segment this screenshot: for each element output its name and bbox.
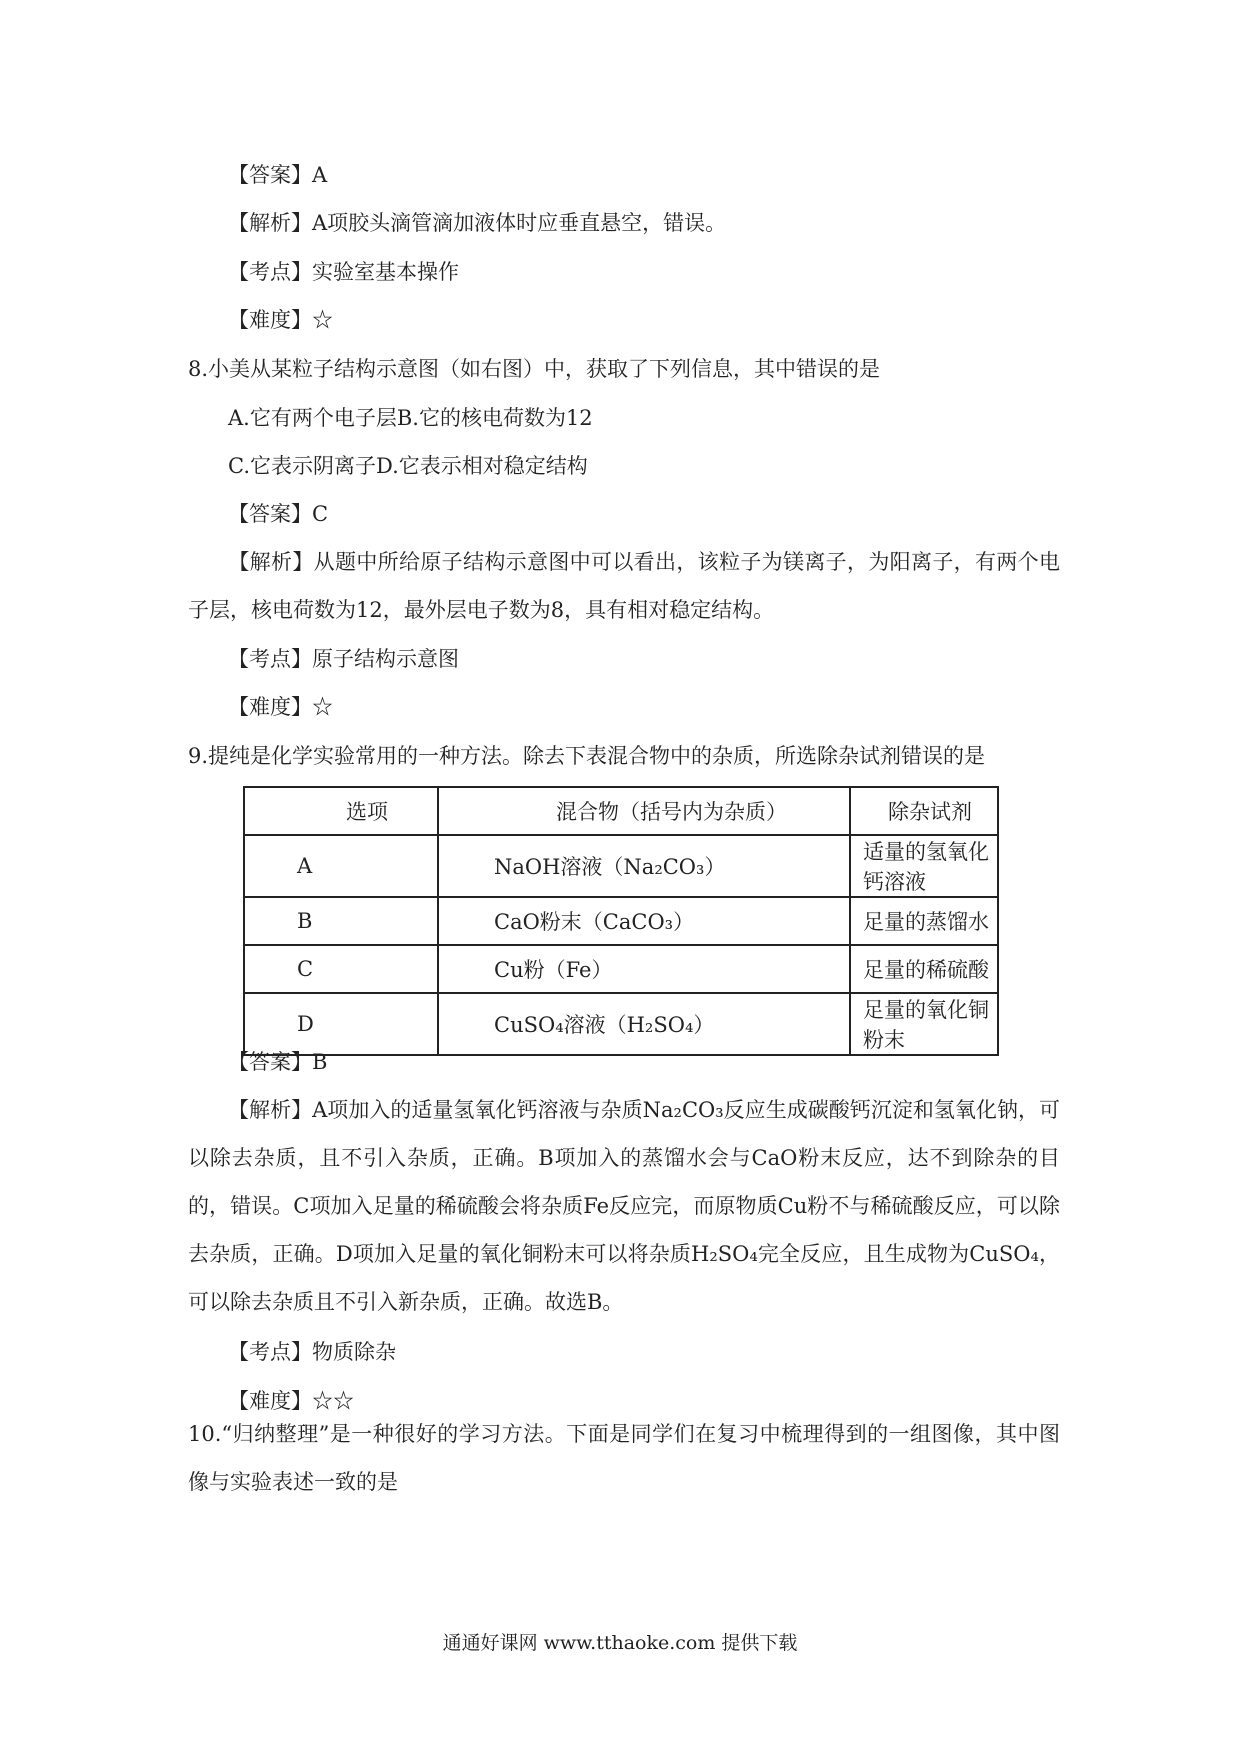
table-header: 混合物（括号内为杂质）: [438, 787, 850, 835]
q8-options-ab: A.它有两个电子层B.它的核电荷数为12: [228, 406, 593, 430]
table-cell: A: [244, 835, 438, 897]
table-row: [244, 835, 998, 897]
table-header-row: [244, 787, 998, 835]
q8-options-cd: C.它表示阴离子D.它表示相对稳定结构: [228, 454, 588, 478]
table-cell: NaOH溶液（Na₂CO₃）: [438, 835, 850, 897]
q7-point: 【考点】实验室基本操作: [228, 260, 459, 284]
table-cell: D: [244, 993, 438, 1055]
q8-point: 【考点】原子结构示意图: [228, 647, 459, 671]
table-row: [244, 897, 998, 945]
q8-answer: 【答案】C: [228, 502, 329, 526]
q8-question: 8.小美从某粒子结构示意图（如右图）中，获取了下列信息，其中错误的是: [188, 357, 881, 381]
table-cell: B: [244, 897, 438, 945]
q7-answer: 【答案】A: [228, 163, 328, 187]
table-header: 选项: [244, 787, 438, 835]
table-row: [244, 945, 998, 993]
table-cell: Cu粉（Fe）: [438, 945, 850, 993]
impurity-table: [243, 786, 999, 1056]
q9-answer: 【答案】B: [228, 1050, 328, 1074]
q8-analysis: [188, 538, 1060, 634]
q7-difficulty: 【难度】☆: [228, 308, 333, 332]
table-cell: CuSO₄溶液（H₂SO₄）: [438, 993, 850, 1055]
q8-analysis-text: 【解析】从题中所给原子结构示意图中可以看出，该粒子为镁离子，为阳离子，有两个电子层，核电荷数为12，最外层电子数为8，具有相对稳定结构。: [188, 550, 1060, 622]
table-cell: CaO粉末（CaCO₃）: [438, 897, 850, 945]
q9-question: 9.提纯是化学实验常用的一种方法。除去下表混合物中的杂质，所选除杂试剂错误的是: [188, 744, 986, 768]
table-cell: C: [244, 945, 438, 993]
table-header: 除杂试剂: [850, 787, 998, 835]
table-cell: 足量的稀硫酸: [850, 945, 998, 993]
q10-question: 10.“归纳整理”是一种很好的学习方法。下面是同学们在复习中梳理得到的一组图像，其中图像与实验表述一致的是: [188, 1422, 1060, 1494]
page-footer: 通通好课网 www.tthaoke.com 提供下载: [442, 1632, 798, 1654]
table-row: [244, 993, 998, 1055]
q9-analysis: [188, 1086, 1060, 1326]
table-cell: 适量的氢氧化钙溶液: [850, 835, 998, 897]
table-cell: 足量的氧化铜粉末: [850, 993, 998, 1055]
q9-difficulty: 【难度】☆☆: [228, 1389, 354, 1413]
q9-point: 【考点】物质除杂: [228, 1340, 396, 1364]
q9-analysis-text: 【解析】A项加入的适量氢氧化钙溶液与杂质Na₂CO₃反应生成碳酸钙沉淀和氢氧化钠，可以除去杂质，且不引入杂质，正确。B项加入的蒸馏水会与CaO粉末反应，达不到除杂的目的，错误。C项加入足量的稀硫酸会将杂质Fe反应完，而原物质Cu粉不与稀硫酸反应，可以除去杂质，正确。D项加入足量的氧化铜粉末可以将杂质H₂SO₄完全反应，且生成物为CuSO₄，可以除去杂质且不引入新杂质，正确。故选B。: [188, 1098, 1060, 1314]
q8-difficulty: 【难度】☆: [228, 695, 333, 719]
q7-analysis: 【解析】A项胶头滴管滴加液体时应垂直悬空，错误。: [228, 211, 727, 235]
table-cell: 足量的蒸馏水: [850, 897, 998, 945]
